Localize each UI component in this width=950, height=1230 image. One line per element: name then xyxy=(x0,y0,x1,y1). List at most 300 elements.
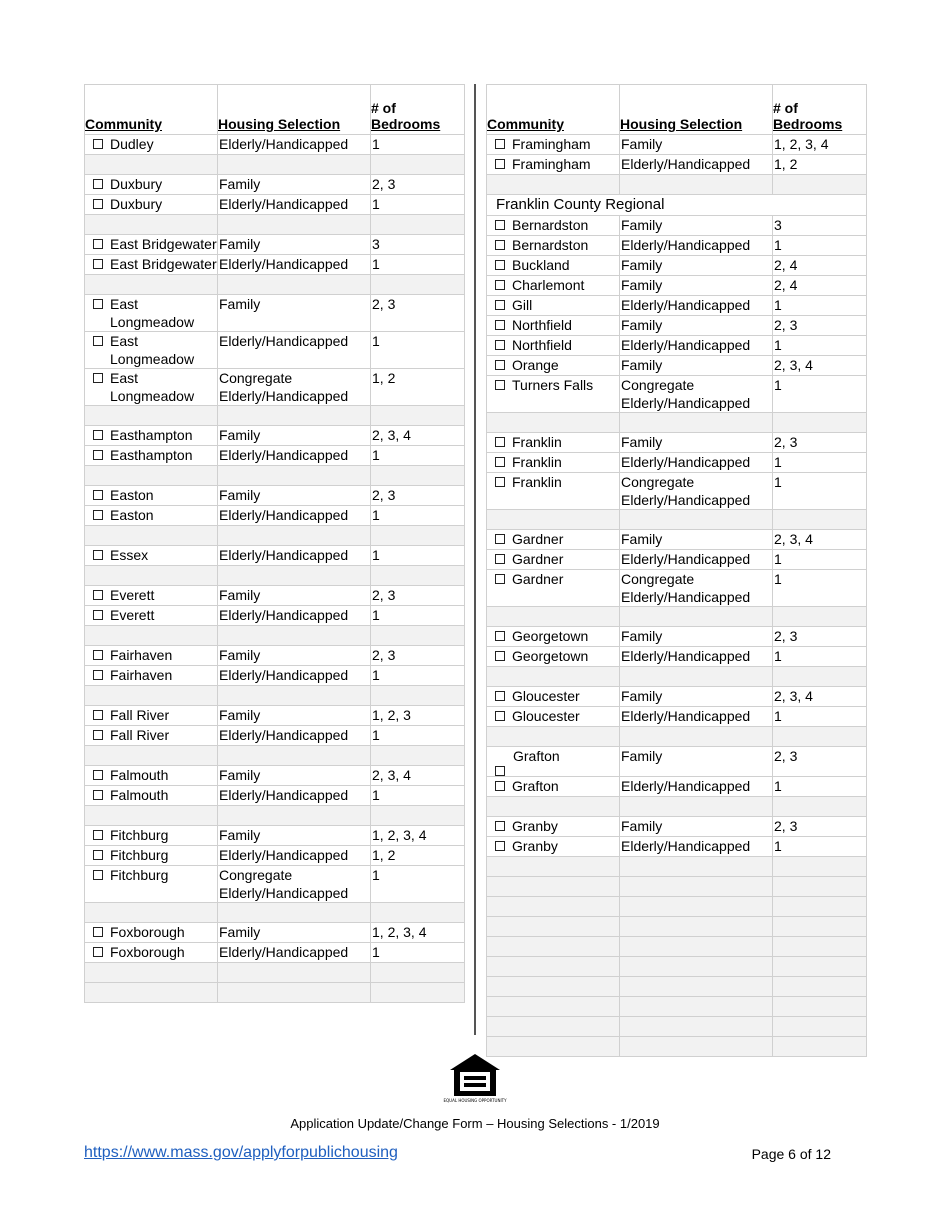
table-row xyxy=(85,846,465,866)
housing-selection-cell: Family xyxy=(218,486,371,506)
community-name: East Longmeadow xyxy=(110,333,195,367)
selection-checkbox[interactable] xyxy=(495,711,505,721)
community-name: Northfield xyxy=(512,317,572,333)
community-name: Gardner xyxy=(512,531,564,547)
blank-row xyxy=(487,917,867,937)
selection-checkbox[interactable] xyxy=(93,239,103,249)
selection-checkbox[interactable] xyxy=(93,850,103,860)
bedrooms-cell: 2, 3 xyxy=(773,316,867,336)
bedrooms-cell: 2, 3 xyxy=(773,817,867,837)
right-column xyxy=(486,84,866,1057)
equal-housing-logo xyxy=(443,1052,507,1108)
community-name: Franklin xyxy=(512,454,562,470)
community-name: Granby xyxy=(512,838,558,854)
housing-selection-cell: Elderly/Handicapped xyxy=(620,777,773,797)
table-row xyxy=(85,606,465,626)
bedrooms-cell: 1, 2 xyxy=(371,846,465,866)
selection-checkbox[interactable] xyxy=(495,139,505,149)
blank-row xyxy=(487,937,867,957)
blank-row xyxy=(85,746,465,766)
blank-row xyxy=(487,897,867,917)
housing-selection-cell: Elderly/Handicapped xyxy=(620,837,773,857)
selection-checkbox[interactable] xyxy=(93,590,103,600)
house-icon xyxy=(443,1052,507,1108)
housing-selection-cell: Elderly/Handicapped xyxy=(620,296,773,316)
housing-selection-cell: Family xyxy=(218,826,371,846)
housing-selection-cell: Elderly/Handicapped xyxy=(620,453,773,473)
housing-selection-cell: Family xyxy=(620,276,773,296)
table-row xyxy=(85,295,465,332)
bedrooms-cell: 3 xyxy=(371,235,465,255)
table-row xyxy=(487,570,867,607)
blank-row xyxy=(487,175,867,195)
bedrooms-cell: 1 xyxy=(773,296,867,316)
community-name: Franklin xyxy=(512,434,562,450)
housing-selection-header: Housing Selection xyxy=(620,85,773,135)
selection-checkbox[interactable] xyxy=(495,766,505,776)
selection-checkbox[interactable] xyxy=(93,430,103,440)
community-name: East Bridgewater xyxy=(110,256,217,272)
selection-checkbox[interactable] xyxy=(93,450,103,460)
table-row xyxy=(85,646,465,666)
housing-selection-cell: Elderly/Handicapped xyxy=(218,135,371,155)
table-row xyxy=(85,446,465,466)
housing-selection-cell: Family xyxy=(218,295,371,332)
table-row xyxy=(487,376,867,413)
housing-selection-cell: Congregate Elderly/Handicapped xyxy=(620,376,773,413)
bedrooms-cell: 1 xyxy=(773,336,867,356)
bedrooms-cell: 1 xyxy=(371,866,465,903)
blank-row xyxy=(85,806,465,826)
selection-checkbox[interactable] xyxy=(93,710,103,720)
community-name: Gardner xyxy=(512,571,564,587)
bedrooms-cell: 1 xyxy=(371,332,465,369)
table-row xyxy=(487,356,867,376)
bedrooms-cell: 2, 3 xyxy=(773,627,867,647)
housing-selection-cell: Family xyxy=(620,627,773,647)
bedrooms-cell: 1 xyxy=(773,777,867,797)
bedrooms-cell: 1 xyxy=(371,506,465,526)
community-name: East Bridgewater xyxy=(110,236,217,252)
community-name: Fitchburg xyxy=(110,847,169,863)
selection-checkbox[interactable] xyxy=(495,380,505,390)
community-name: Fitchburg xyxy=(110,827,169,843)
blank-row xyxy=(487,667,867,687)
blank-row xyxy=(487,857,867,877)
housing-selection-cell: Elderly/Handicapped xyxy=(218,546,371,566)
selection-checkbox[interactable] xyxy=(495,691,505,701)
community-name: Falmouth xyxy=(110,767,169,783)
selection-checkbox[interactable] xyxy=(495,631,505,641)
selection-checkbox[interactable] xyxy=(93,199,103,209)
blank-row xyxy=(85,466,465,486)
blank-row xyxy=(487,877,867,897)
housing-selection-cell: Elderly/Handicapped xyxy=(218,506,371,526)
community-name: Grafton xyxy=(513,748,560,764)
housing-selection-cell: Elderly/Handicapped xyxy=(620,155,773,175)
housing-selection-cell: Elderly/Handicapped xyxy=(218,666,371,686)
selection-checkbox[interactable] xyxy=(495,300,505,310)
selection-checkbox[interactable] xyxy=(93,730,103,740)
bedrooms-cell: 1 xyxy=(773,837,867,857)
bedrooms-cell: 1 xyxy=(773,376,867,413)
blank-row xyxy=(487,957,867,977)
selection-checkbox[interactable] xyxy=(93,770,103,780)
selection-checkbox[interactable] xyxy=(93,336,103,346)
housing-selection-cell: Family xyxy=(620,356,773,376)
community-name: Charlemont xyxy=(512,277,585,293)
community-name: Bernardston xyxy=(512,217,589,233)
community-name: Fairhaven xyxy=(110,647,173,663)
table-row xyxy=(487,817,867,837)
housing-selection-cell: Congregate Elderly/Handicapped xyxy=(218,369,371,406)
footer-title: Application Update/Change Form – Housing Selections - 1/2019 xyxy=(290,1116,660,1131)
community-name: Duxbury xyxy=(110,196,163,212)
bedrooms-cell: 2, 3 xyxy=(371,175,465,195)
blank-row xyxy=(487,510,867,530)
blank-row xyxy=(85,626,465,646)
table-row xyxy=(487,296,867,316)
bedrooms-cell: 1, 2 xyxy=(773,155,867,175)
bedrooms-cell: 2, 3 xyxy=(371,486,465,506)
table-row xyxy=(487,433,867,453)
community-name: Fairhaven xyxy=(110,667,173,683)
bedrooms-cell: 2, 3, 4 xyxy=(371,426,465,446)
housing-selection-cell: Family xyxy=(218,646,371,666)
housing-selection-cell: Elderly/Handicapped xyxy=(218,255,371,275)
bedrooms-cell: 1 xyxy=(371,666,465,686)
table-row xyxy=(487,837,867,857)
selection-checkbox[interactable] xyxy=(93,550,103,560)
housing-selection-cell: Family xyxy=(620,433,773,453)
table-row xyxy=(85,332,465,369)
blank-row xyxy=(487,1017,867,1037)
blank-row xyxy=(487,607,867,627)
table-row xyxy=(487,647,867,667)
table-row xyxy=(85,726,465,746)
housing-selection-cell: Family xyxy=(218,923,371,943)
community-name: East Longmeadow xyxy=(110,370,195,404)
blank-row xyxy=(85,566,465,586)
community-name: Easthampton xyxy=(110,447,193,463)
selection-checkbox[interactable] xyxy=(93,299,103,309)
footer-link[interactable]: https://www.mass.gov/applyforpublichousing xyxy=(84,1144,398,1161)
housing-selection-cell: Elderly/Handicapped xyxy=(218,846,371,866)
blank-row xyxy=(85,963,465,983)
table-row xyxy=(487,236,867,256)
column-divider xyxy=(474,84,476,1035)
community-header: Community xyxy=(487,85,620,135)
housing-selection-cell: Congregate Elderly/Handicapped xyxy=(620,473,773,510)
bedrooms-cell: 1 xyxy=(371,786,465,806)
selection-checkbox[interactable] xyxy=(93,490,103,500)
housing-selection-cell: Elderly/Handicapped xyxy=(218,332,371,369)
housing-selection-cell: Family xyxy=(218,706,371,726)
table-row xyxy=(487,276,867,296)
community-name: Duxbury xyxy=(110,176,163,192)
bedrooms-cell: 1, 2, 3, 4 xyxy=(371,826,465,846)
selection-checkbox[interactable] xyxy=(495,159,505,169)
table-row xyxy=(85,175,465,195)
community-name: Everett xyxy=(110,587,155,603)
housing-selection-cell: Family xyxy=(620,216,773,236)
selection-checkbox[interactable] xyxy=(495,651,505,661)
community-name: Essex xyxy=(110,547,149,563)
bedrooms-cell: 2, 3, 4 xyxy=(773,687,867,707)
bedrooms-cell: 2, 3 xyxy=(773,433,867,453)
blank-row xyxy=(487,997,867,1017)
blank-row xyxy=(85,686,465,706)
selection-checkbox[interactable] xyxy=(93,510,103,520)
housing-selection-cell: Family xyxy=(620,687,773,707)
selection-checkbox[interactable] xyxy=(93,947,103,957)
bedrooms-cell: 2, 3 xyxy=(773,747,867,777)
table-row xyxy=(487,530,867,550)
blank-row xyxy=(85,903,465,923)
selection-checkbox[interactable] xyxy=(93,790,103,800)
table-row xyxy=(85,369,465,406)
table-row xyxy=(85,546,465,566)
bedrooms-cell: 2, 3, 4 xyxy=(773,530,867,550)
housing-table-right xyxy=(486,84,867,1057)
housing-selection-cell: Elderly/Handicapped xyxy=(620,707,773,727)
table-row xyxy=(487,473,867,510)
community-name: Foxborough xyxy=(110,924,185,940)
group-heading: Franklin County Regional xyxy=(487,195,867,216)
housing-selection-cell: Family xyxy=(218,235,371,255)
blank-row xyxy=(487,1037,867,1057)
community-name: Framingham xyxy=(512,136,591,152)
table-row xyxy=(85,195,465,215)
table-row xyxy=(85,826,465,846)
bedrooms-cell: 1 xyxy=(773,236,867,256)
left-column xyxy=(84,84,464,1003)
housing-selection-cell: Congregate Elderly/Handicapped xyxy=(218,866,371,903)
table-row xyxy=(487,453,867,473)
table-row xyxy=(487,687,867,707)
community-name: Turners Falls xyxy=(512,377,594,393)
housing-selection-cell: Family xyxy=(218,766,371,786)
selection-checkbox[interactable] xyxy=(495,437,505,447)
table-row xyxy=(85,235,465,255)
community-name: Gardner xyxy=(512,551,564,567)
bedrooms-cell: 1 xyxy=(371,943,465,963)
selection-checkbox[interactable] xyxy=(93,179,103,189)
bedrooms-cell: 1, 2, 3, 4 xyxy=(371,923,465,943)
blank-row xyxy=(487,977,867,997)
table-row xyxy=(85,706,465,726)
blank-row xyxy=(487,797,867,817)
bedrooms-cell: 1 xyxy=(773,707,867,727)
housing-selection-cell: Congregate Elderly/Handicapped xyxy=(620,570,773,607)
community-name: East Longmeadow xyxy=(110,296,195,330)
selection-checkbox[interactable] xyxy=(93,650,103,660)
blank-row xyxy=(85,983,465,1003)
bedrooms-header: # of Bedrooms xyxy=(773,85,867,135)
table-row xyxy=(85,923,465,943)
bedrooms-cell: 1, 2, 3, 4 xyxy=(773,135,867,155)
bedrooms-cell: 1 xyxy=(773,473,867,510)
table-row xyxy=(487,550,867,570)
community-name: Buckland xyxy=(512,257,570,273)
community-name: Fitchburg xyxy=(110,867,169,883)
table-row xyxy=(487,707,867,727)
selection-checkbox[interactable] xyxy=(495,260,505,270)
selection-checkbox[interactable] xyxy=(93,830,103,840)
bedrooms-cell: 1 xyxy=(371,546,465,566)
blank-row xyxy=(85,526,465,546)
table-row xyxy=(85,786,465,806)
table-row xyxy=(487,336,867,356)
community-name: Everett xyxy=(110,607,155,623)
blank-row xyxy=(85,215,465,235)
community-name: Bernardston xyxy=(512,237,589,253)
housing-selection-header: Housing Selection xyxy=(218,85,371,135)
selection-checkbox[interactable] xyxy=(495,534,505,544)
housing-selection-cell: Family xyxy=(620,530,773,550)
housing-selection-cell: Elderly/Handicapped xyxy=(620,550,773,570)
table-row xyxy=(85,943,465,963)
community-name: Georgetown xyxy=(512,648,589,664)
page-number: Page 6 of 12 xyxy=(751,1146,831,1162)
community-name: Granby xyxy=(512,818,558,834)
housing-selection-cell: Family xyxy=(218,175,371,195)
community-name: Orange xyxy=(512,357,559,373)
selection-checkbox[interactable] xyxy=(495,821,505,831)
housing-selection-cell: Elderly/Handicapped xyxy=(218,195,371,215)
bedrooms-cell: 1 xyxy=(371,446,465,466)
community-name: Grafton xyxy=(512,778,559,794)
housing-selection-cell: Family xyxy=(218,586,371,606)
selection-checkbox[interactable] xyxy=(495,554,505,564)
community-name: Easthampton xyxy=(110,427,193,443)
blank-row xyxy=(85,155,465,175)
community-name: Gill xyxy=(512,297,533,313)
selection-checkbox[interactable] xyxy=(495,841,505,851)
housing-selection-cell: Elderly/Handicapped xyxy=(218,446,371,466)
table-row xyxy=(85,766,465,786)
selection-checkbox[interactable] xyxy=(93,259,103,269)
bedrooms-cell: 1 xyxy=(371,255,465,275)
selection-checkbox[interactable] xyxy=(93,139,103,149)
bedrooms-cell: 1 xyxy=(773,570,867,607)
housing-selection-cell: Family xyxy=(620,747,773,777)
selection-checkbox[interactable] xyxy=(93,373,103,383)
bedrooms-cell: 2, 3, 4 xyxy=(773,356,867,376)
housing-table-left xyxy=(84,84,465,1003)
bedrooms-cell: 1, 2 xyxy=(371,369,465,406)
table-row xyxy=(487,135,867,155)
table-row xyxy=(85,666,465,686)
selection-checkbox[interactable] xyxy=(495,320,505,330)
table-row xyxy=(487,155,867,175)
selection-checkbox[interactable] xyxy=(495,280,505,290)
housing-selection-cell: Elderly/Handicapped xyxy=(218,606,371,626)
table-row xyxy=(85,426,465,446)
selection-checkbox[interactable] xyxy=(495,340,505,350)
selection-checkbox[interactable] xyxy=(93,870,103,880)
logo-caption: EQUAL HOUSING OPPORTUNITY xyxy=(443,1098,507,1103)
selection-checkbox[interactable] xyxy=(495,477,505,487)
table-row xyxy=(487,777,867,797)
housing-selection-cell: Elderly/Handicapped xyxy=(620,236,773,256)
table-row xyxy=(85,506,465,526)
selection-checkbox[interactable] xyxy=(495,574,505,584)
blank-row xyxy=(487,413,867,433)
bedrooms-cell: 1 xyxy=(371,135,465,155)
community-name: Falmouth xyxy=(110,787,169,803)
bedrooms-cell: 1 xyxy=(773,453,867,473)
community-name: Fall River xyxy=(110,727,170,743)
community-name: Easton xyxy=(110,507,154,523)
bedrooms-cell: 2, 4 xyxy=(773,276,867,296)
bedrooms-cell: 1 xyxy=(371,606,465,626)
bedrooms-cell: 2, 4 xyxy=(773,256,867,276)
table-row xyxy=(487,256,867,276)
bedrooms-cell: 2, 3 xyxy=(371,295,465,332)
community-name: Northfield xyxy=(512,337,572,353)
selection-checkbox[interactable] xyxy=(93,670,103,680)
blank-row xyxy=(85,406,465,426)
housing-selection-cell: Elderly/Handicapped xyxy=(218,786,371,806)
table-row xyxy=(487,216,867,236)
community-name: Georgetown xyxy=(512,628,589,644)
table-row xyxy=(85,255,465,275)
selection-checkbox[interactable] xyxy=(495,781,505,791)
housing-selection-cell: Elderly/Handicapped xyxy=(218,726,371,746)
community-name: Fall River xyxy=(110,707,170,723)
housing-selection-cell: Family xyxy=(620,817,773,837)
selection-checkbox[interactable] xyxy=(93,610,103,620)
bedrooms-cell: 2, 3, 4 xyxy=(371,766,465,786)
selection-checkbox[interactable] xyxy=(495,360,505,370)
bedrooms-cell: 1, 2, 3 xyxy=(371,706,465,726)
bedrooms-cell: 1 xyxy=(371,726,465,746)
selection-checkbox[interactable] xyxy=(495,220,505,230)
bedrooms-cell: 1 xyxy=(371,195,465,215)
group-heading-row xyxy=(487,195,867,216)
community-name: Framingham xyxy=(512,156,591,172)
housing-selection-cell: Elderly/Handicapped xyxy=(620,647,773,667)
community-name: Gloucester xyxy=(512,708,580,724)
community-name: Foxborough xyxy=(110,944,185,960)
housing-selection-cell: Elderly/Handicapped xyxy=(218,943,371,963)
selection-checkbox[interactable] xyxy=(495,240,505,250)
table-row xyxy=(85,866,465,903)
housing-selection-cell: Family xyxy=(620,135,773,155)
selection-checkbox[interactable] xyxy=(495,457,505,467)
housing-selection-cell: Family xyxy=(218,426,371,446)
bedrooms-cell: 2, 3 xyxy=(371,586,465,606)
table-row xyxy=(487,627,867,647)
table-row xyxy=(85,486,465,506)
blank-row xyxy=(487,727,867,747)
community-name: Franklin xyxy=(512,474,562,490)
table-row xyxy=(85,586,465,606)
community-name: Easton xyxy=(110,487,154,503)
selection-checkbox[interactable] xyxy=(93,927,103,937)
table-row xyxy=(85,135,465,155)
housing-selection-cell: Elderly/Handicapped xyxy=(620,336,773,356)
table-row xyxy=(487,316,867,336)
bedrooms-cell: 2, 3 xyxy=(371,646,465,666)
community-name: Gloucester xyxy=(512,688,580,704)
bedrooms-cell: 1 xyxy=(773,647,867,667)
bedrooms-header: # of Bedrooms xyxy=(371,85,465,135)
community-name: Dudley xyxy=(110,136,154,152)
bedrooms-cell: 3 xyxy=(773,216,867,236)
housing-selection-cell: Family xyxy=(620,316,773,336)
